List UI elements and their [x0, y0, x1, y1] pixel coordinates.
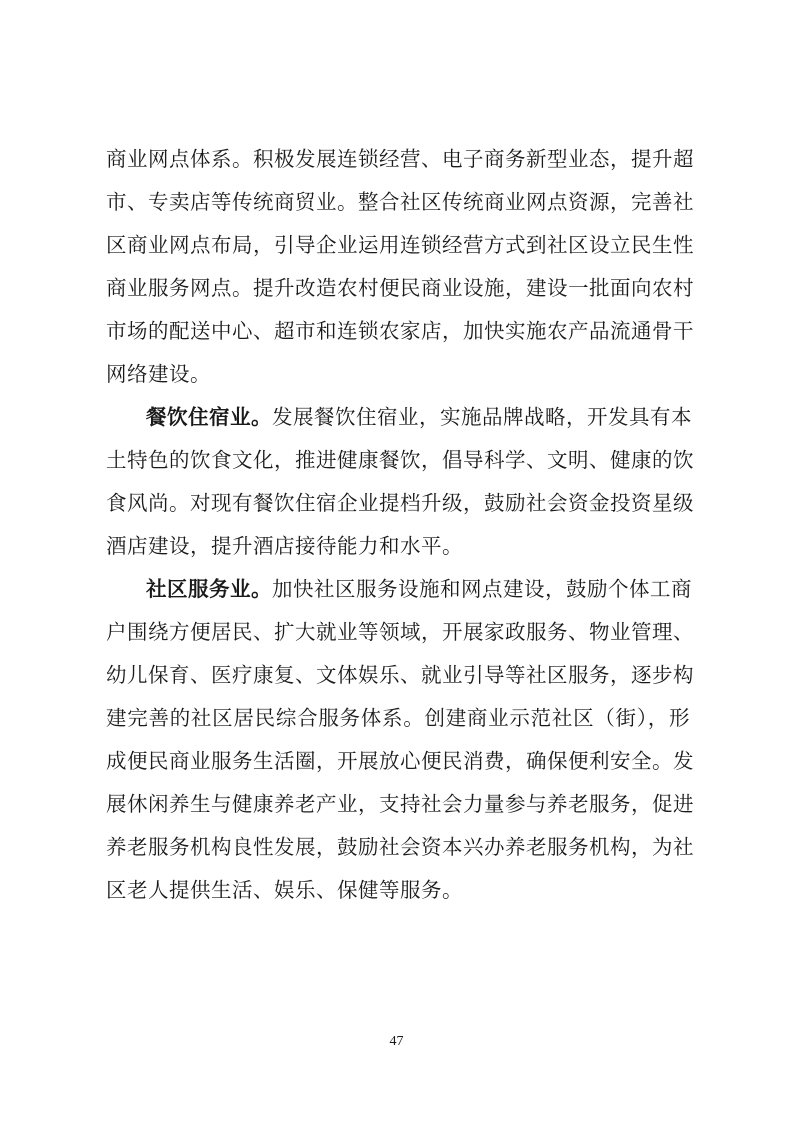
paragraph3-line-4: 建完善的社区居民综合服务体系。创建商业示范社区（街），形 [106, 706, 690, 730]
paragraph3-first-line [146, 569, 690, 609]
paragraph3-first-line-text: 加快社区服务设施和网点建设，鼓励个体工商 [272, 577, 692, 601]
paragraph1-line-4: 商业服务网点。提升改造农村便民商业设施，建设一批面向农村 [106, 276, 694, 300]
paragraph2-line-2: 土特色的饮食文化，推进健康餐饮，倡导科学、文明、健康的饮 [106, 448, 694, 472]
paragraph3-line-8: 区老人提供生活、娱乐、保健等服务。 [106, 878, 463, 902]
paragraph2-heading: 餐饮住宿业。 [146, 405, 272, 429]
paragraph1-line-6: 网络建设。 [106, 362, 211, 386]
paragraph3-line-6: 展休闲养生与健康养老产业，支持社会力量参与养老服务，促进 [106, 792, 694, 816]
paragraph2-first-line [146, 397, 690, 437]
paragraph3-heading: 社区服务业。 [146, 577, 272, 601]
paragraph1-line-5: 市场的配送中心、超市和连锁农家店，加快实施农产品流通骨干 [106, 319, 694, 343]
paragraph1-line-1: 商业网点体系。积极发展连锁经营、电子商务新型业态，提升超 [106, 147, 694, 171]
page-number: 47 [389, 1034, 404, 1049]
paragraph1-line-2: 市、专卖店等传统商贸业。整合社区传统商业网点资源，完善社 [106, 190, 694, 214]
paragraph2-first-line-text: 发展餐饮住宿业，实施品牌战略，开发具有本 [272, 405, 692, 429]
paragraph3-line-2: 户围绕方便居民、扩大就业等领域，开展家政服务、物业管理、 [106, 620, 694, 644]
paragraph3-line-3: 幼儿保育、医疗康复、文体娱乐、就业引导等社区服务，逐步构 [106, 663, 694, 687]
paragraph3-line-5: 成便民商业服务生活圈，开展放心便民消费，确保便利安全。发 [106, 749, 694, 773]
paragraph1-line-3: 区商业网点布局，引导企业运用连锁经营方式到社区设立民生性 [106, 233, 694, 257]
paragraph3-line-7: 养老服务机构良性发展，鼓励社会资本兴办养老服务机构，为社 [106, 835, 694, 859]
paragraph2-line-4: 酒店建设，提升酒店接待能力和水平。 [106, 534, 463, 558]
paragraph2-line-3: 食风尚。对现有餐饮住宿企业提档升级，鼓励社会资金投资星级 [106, 491, 694, 515]
